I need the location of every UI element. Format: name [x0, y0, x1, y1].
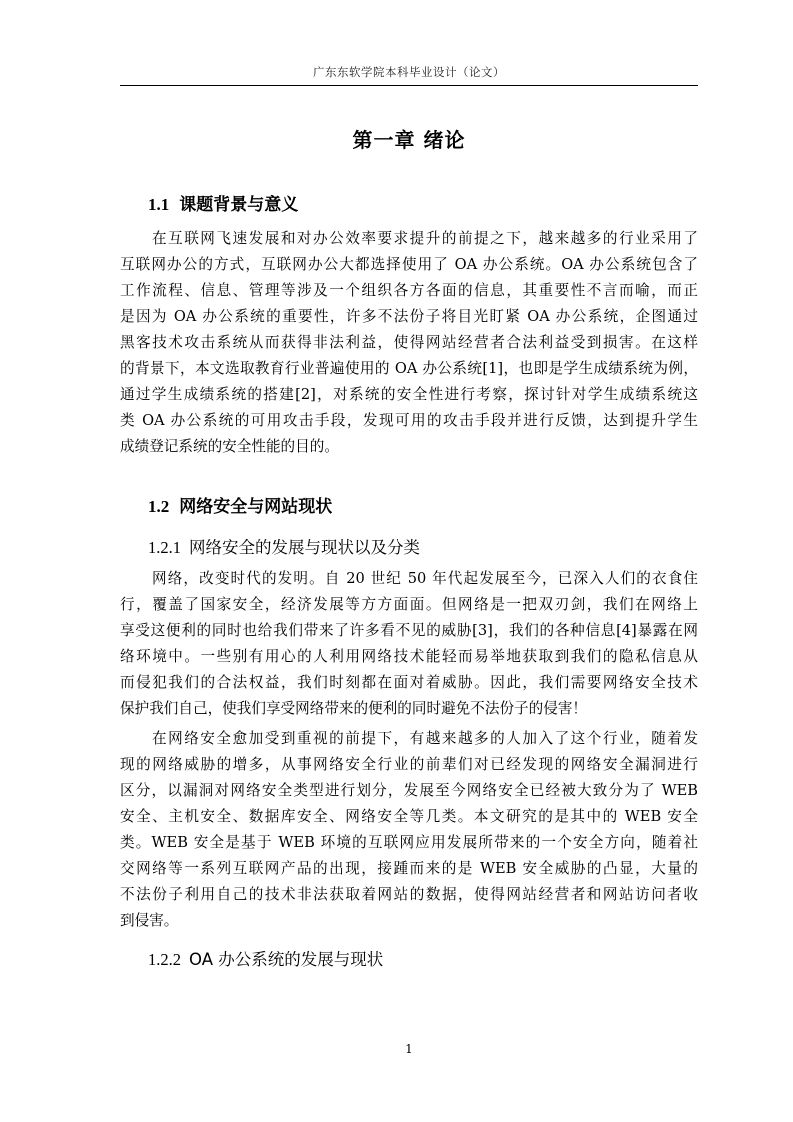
text-line: 网络，改变时代的发明。自 20 世纪 50 年代起发展至今，已深入人们的衣食住	[152, 570, 698, 587]
text-line: 到侵害。	[120, 912, 179, 929]
text-line: 享受这便利的同时也给我们带来了许多看不见的威胁[3]，我们的各种信息[4]暴露在网	[120, 622, 698, 639]
subsection-title: OA 办公系统的发展与现状	[189, 950, 384, 969]
text-line: 络环境中。一些别有用心的人利用网络技术能轻而易举地获取到我们的隐私信息从	[120, 648, 698, 665]
text-line: 工作流程、信息、管理等涉及一个组织各方各面的信息，其重要性不言而喻，而正	[120, 282, 698, 299]
header-rule	[120, 85, 698, 86]
text-line: 安全、主机安全、数据库安全、网络安全等几类。本文研究的是其中的 WEB 安全	[120, 808, 698, 825]
section-title: 课题背景与意义	[179, 195, 299, 215]
text-line: 而侵犯我们的合法权益，我们时刻都在面对着威胁。因此，我们需要网络安全技术	[120, 674, 698, 691]
text-line: 通过学生成绩系统的搭建[2]，对系统的安全性进行考察，探讨针对学生成绩系统这	[120, 386, 698, 403]
section-number: 1.2	[148, 497, 170, 516]
text-line: 黑客技术攻击系统从而获得非法利益，使得网站经营者合法利益受到损害。在这样	[120, 334, 698, 351]
running-header: 广东东软学院本科毕业设计（论文）	[313, 65, 505, 79]
text-line: 类 OA 办公系统的可用攻击手段，发现可用的攻击手段并进行反馈，达到提升学生	[120, 412, 698, 429]
text-line: 交网络等一系列互联网产品的出现，接踵而来的是 WEB 安全威胁的凸显，大量的	[120, 860, 698, 877]
text-line: 是因为 OA 办公系统的重要性，许多不法份子将目光盯紧 OA 办公系统，企图通过	[120, 308, 698, 325]
text-line: 现的网络威胁的增多，从事网络安全行业的前辈们对已经发现的网络安全漏洞进行	[120, 756, 698, 773]
page-number: 1	[405, 1042, 413, 1056]
text-line: 类。WEB 安全是基于 WEB 环境的互联网应用发展所带来的一个安全方向，随着社	[120, 834, 698, 851]
subsection-number: 1.2.2	[148, 950, 181, 969]
subsection-heading-1-2-1	[148, 534, 420, 558]
section-heading-1-2	[148, 492, 332, 517]
text-line: 区分，以漏洞对网络安全类型进行划分，发展至今网络安全已经被大致分为了 WEB	[120, 782, 698, 799]
section-heading-1-1	[148, 190, 298, 215]
section-title: 网络安全与网站现状	[179, 497, 333, 517]
text-line: 互联网办公的方式，互联网办公大都选择使用了 OA 办公系统。OA 办公系统包含了	[120, 256, 698, 273]
chapter-title: 第一章 绪论	[352, 128, 466, 152]
text-line: 行，覆盖了国家安全，经济发展等方方面面。但网络是一把双刃剑，我们在网络上	[120, 596, 698, 613]
text-line: 保护我们自己，使我们享受网络带来的便利的同时避免不法份子的侵害！	[120, 700, 588, 717]
section-number: 1.1	[148, 195, 170, 214]
text-line: 不法份子利用自己的技术非法获取着网站的数据，使得网站经营者和网站访问者收	[120, 886, 698, 903]
subsection-number: 1.2.1	[148, 538, 181, 557]
text-line: 在网络安全愈加受到重视的前提下，有越来越多的人加入了这个行业，随着发	[152, 730, 698, 747]
text-line: 的背景下，本文选取教育行业普遍使用的 OA 办公系统[1]，也即是学生成绩系统为例，	[120, 360, 698, 377]
text-line: 成绩登记系统的安全性能的目的。	[120, 438, 339, 455]
subsection-title: 网络安全的发展与现状以及分类	[189, 538, 420, 557]
subsection-heading-1-2-2	[148, 946, 383, 970]
text-line: 在互联网飞速发展和对办公效率要求提升的前提之下，越来越多的行业采用了	[152, 230, 698, 247]
